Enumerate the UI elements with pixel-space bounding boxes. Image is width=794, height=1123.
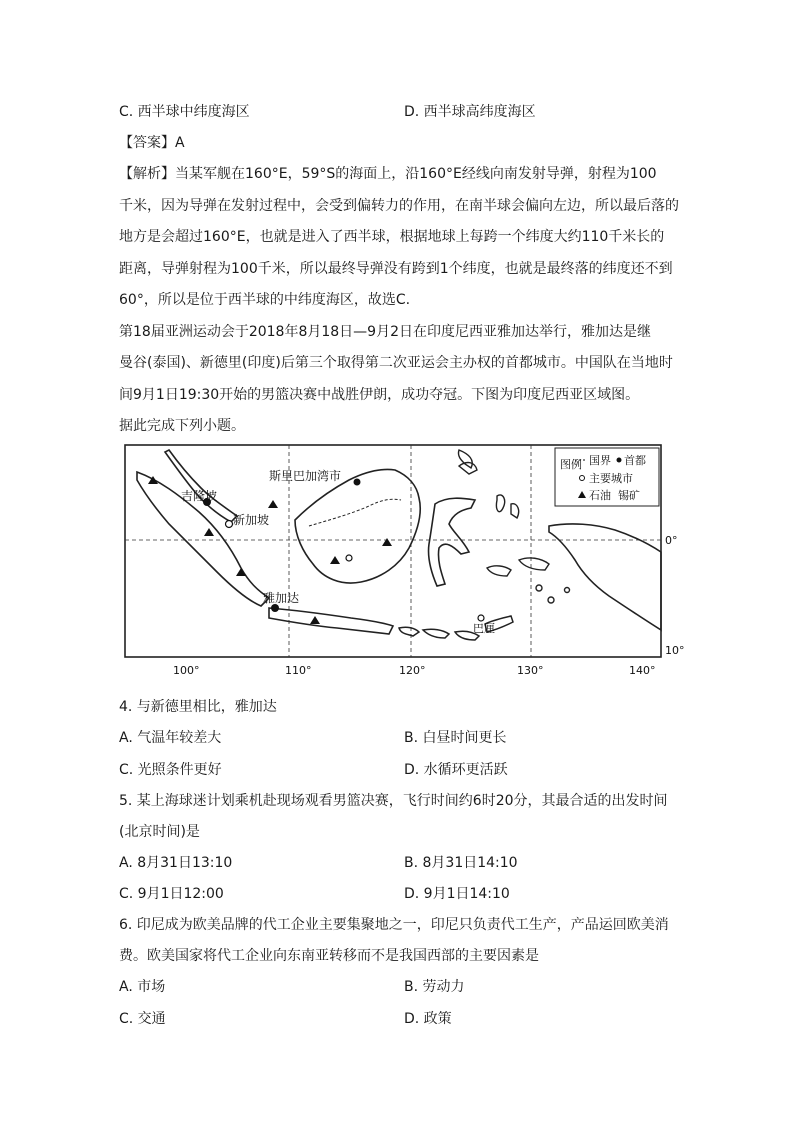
question-6-stem-2: 费。欧美国家将代工企业向东南亚转移而不是我国西部的主要因素是 [119, 948, 539, 964]
question-5-option-c: C. 9月1日12:00 [119, 886, 224, 902]
city-bali [478, 615, 484, 621]
analysis-line-2: 千米，因为导弹在发射过程中，会受到偏转力的作用，在南半球会偏向左边，所以最后落的 [119, 198, 679, 214]
legend-capital: 首都 [624, 454, 646, 467]
city-singapore [226, 521, 233, 528]
legend-tin: 锡矿 [618, 489, 640, 502]
analysis-line-1: 【解析】当某军舰在160°E，59°S的海面上，沿160°E经线向南发射导弹，射程为100 [119, 166, 657, 182]
capital-bandar [354, 479, 361, 486]
question-5-option-b: B. 8月31日14:10 [404, 855, 518, 871]
analysis-line-4: 距离，导弹射程为100千米，所以最终导弹没有跨到1个纬度，也就是最终落的纬度还不到 [119, 261, 673, 277]
question-5-option-a: A. 8月31日13:10 [119, 855, 233, 871]
passage-line-3: 间9月1日19:30开始的男篮决赛中战胜伊朗，成功夺冠。下图为印度尼西亚区域图。 [119, 387, 640, 403]
indonesia-map [119, 440, 685, 682]
question-6-option-c: C. 交通 [119, 1011, 166, 1027]
map-legend [555, 448, 659, 506]
question-6-option-a: A. 市场 [119, 979, 166, 995]
label-kuala-lumpur: 吉隆坡 [181, 489, 218, 503]
legend-city: 主要城市 [589, 472, 633, 485]
question-6-option-b: B. 劳动力 [404, 979, 465, 995]
lon-tick-130: 130° [517, 664, 544, 677]
lon-tick-110: 110° [285, 664, 312, 677]
answer-line: 【答案】A [119, 135, 185, 151]
lat-tick-0: 0° [665, 534, 678, 547]
prev-option-c: C. 西半球中纬度海区 [119, 104, 250, 120]
label-jakarta: 雅加达 [263, 591, 300, 605]
passage-line-1: 第18届亚洲运动会于2018年8月18日—9月2日在印度尼西亚雅加达举行，雅加达是继 [119, 324, 651, 340]
question-5-stem-1: 5. 某上海球迷计划乘机赴现场观看男篮决赛，飞行时间约6时20分，其最合适的出发时间 [119, 793, 668, 809]
label-bandar: 斯里巴加湾市 [269, 469, 342, 483]
lon-tick-100: 100° [173, 664, 200, 677]
question-4-option-a: A. 气温年较差大 [119, 730, 222, 746]
question-6-option-d: D. 政策 [404, 1011, 452, 1027]
lon-tick-120: 120° [399, 664, 426, 677]
city-borneo [346, 555, 352, 561]
passage-line-4: 据此完成下列小题。 [119, 418, 245, 434]
capital-jakarta [271, 604, 279, 612]
lon-tick-140: 140° [629, 664, 656, 677]
question-4-option-c: C. 光照条件更好 [119, 762, 222, 778]
question-5-stem-2: (北京时间)是 [119, 824, 200, 840]
legend-oil: 石油 [589, 489, 611, 502]
label-bali: 巴厘 [473, 622, 495, 635]
passage-line-2: 曼谷(泰国)、新德里(印度)后第三个取得第二次亚运会主办权的首都城市。中国队在当地时 [119, 355, 673, 371]
analysis-line-5: 60°，所以是位于西半球的中纬度海区，故选C. [119, 292, 411, 308]
question-4-option-d: D. 水循环更活跃 [404, 762, 508, 778]
label-singapore: 新加坡 [233, 513, 270, 527]
legend-border: 国界 [589, 454, 611, 467]
legend-title: 图例 [560, 458, 582, 471]
question-6-stem-1: 6. 印尼成为欧美品牌的代工企业主要集聚地之一，印尼只负责代工生产，产品运回欧美消 [119, 917, 669, 933]
question-5-option-d: D. 9月1日14:10 [404, 886, 510, 902]
prev-option-d: D. 西半球高纬度海区 [404, 104, 536, 120]
lat-tick-10: 10° [665, 644, 685, 657]
question-4-stem: 4. 与新德里相比，雅加达 [119, 699, 277, 715]
analysis-line-3: 地方是会超过160°E，也就是进入了西半球，根据地球上每跨一个纬度大约110千米长的 [119, 229, 665, 245]
question-4-option-b: B. 白昼时间更长 [404, 730, 507, 746]
